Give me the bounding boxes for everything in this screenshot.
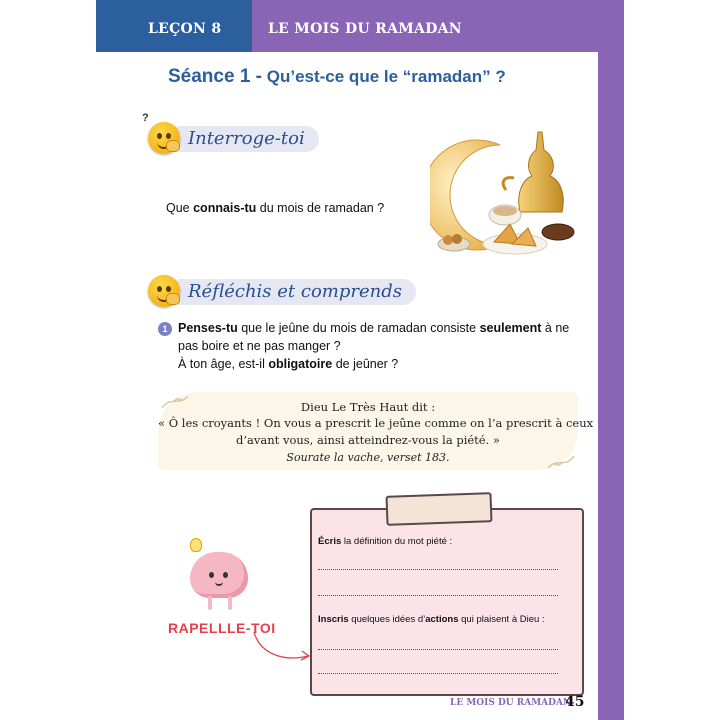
side-band [598,0,624,720]
reflechis-label: Réfléchis et comprends [176,279,416,305]
page-title [168,66,506,88]
answer-line[interactable] [318,648,558,650]
mascot-leg [208,596,212,610]
quote-line-1: « Ô les croyants ! On vous a prescrit le jeûne comme on l’a prescrit à ceux [158,416,594,430]
interroge-question: Que connais-tu du mois de ramadan ? [166,201,385,215]
footer-chapter: LE MOIS DU RAMADAN [450,698,572,708]
seance-label: Séance 1 - [168,66,262,87]
quran-quote-box [158,392,594,470]
define-prompt: Écris la définition du mot piété : [318,536,453,547]
note-tab [386,492,493,526]
thinking-emoji-icon [148,275,180,307]
answer-line[interactable] [318,568,558,570]
arrow-icon [250,628,314,668]
quote-source: Sourate la vache, verset 183. [286,451,450,464]
thinking-emoji-icon: ? [148,122,180,154]
floral-ornament-icon [536,452,576,472]
brain-mascot-icon [190,552,248,598]
reflechis-line-3: À ton âge, est-il obligatoire de jeûner ? [178,357,399,371]
page-number: 45 [565,694,585,710]
rappel-label: RAPELLLE-TOI [168,620,276,636]
crescent-moon-icon [430,140,500,250]
floral-ornament-icon [160,392,200,412]
interroge-label: Interroge-toi [176,126,319,152]
light-bulb-icon [190,538,202,552]
quote-intro: Dieu Le Très Haut dit : [300,400,436,414]
reflechis-line-2: pas boire et ne pas manger ? [178,339,341,353]
quote-line-2: d’avant vous, ainsi atteindrez-vous la piété. » [236,433,500,447]
answer-line[interactable] [318,594,558,596]
mascot-leg [228,596,232,610]
coffee-cup-icon [542,224,574,240]
chapter-title: LE MOIS DU RAMADAN [268,21,462,37]
reflechis-line-1: Penses-tu que le jeûne du mois de ramadan consiste seulement à ne [178,321,570,335]
ramadan-illustration [430,120,580,260]
lesson-number: LEÇON 8 [148,21,222,37]
seance-question: Qu’est-ce que le “ramadan” ? [266,67,506,86]
coffee-pot-icon [519,132,564,212]
question-number: 1 [158,322,172,336]
actions-prompt: Inscris quelques idées d’actions qui plaisent à Dieu : [318,614,545,625]
answer-line[interactable] [318,672,558,674]
